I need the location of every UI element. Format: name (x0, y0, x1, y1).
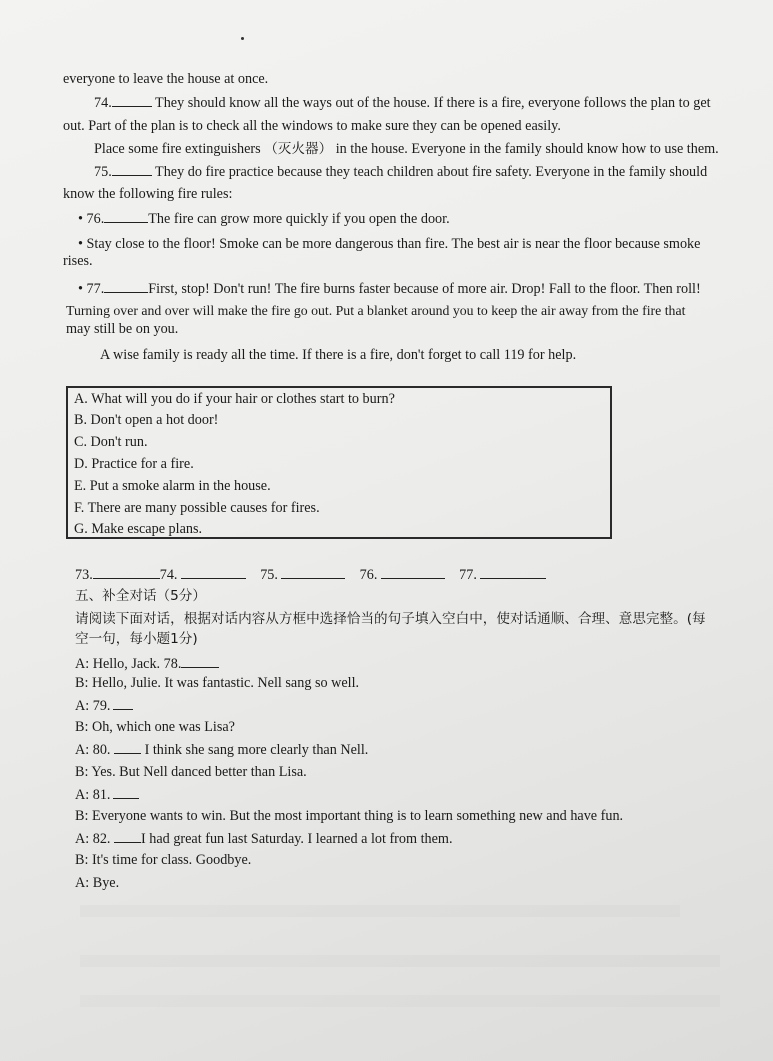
answer-blank[interactable] (112, 162, 152, 176)
answer-blank-74[interactable] (181, 565, 246, 579)
bleed-through (80, 995, 720, 1007)
dialogue-line-80 (75, 740, 368, 759)
option-e: E. Put a smoke alarm in the house. (74, 478, 271, 494)
section-instruction: 空一句，每小题1分) (75, 631, 198, 647)
bullet: • (78, 236, 83, 252)
question-number: 77. (86, 281, 105, 297)
bleed-through (80, 955, 720, 967)
answer-label: 76. (359, 567, 378, 583)
dialogue-line-82 (75, 829, 453, 848)
chinese-gloss: （灭火器） (264, 141, 333, 157)
question-76 (78, 209, 450, 228)
dialogue-line-81 (75, 785, 139, 804)
passage-text: in the house. Everyone in the family should know how to use them. (332, 141, 719, 157)
answer-blank-75[interactable] (281, 565, 345, 579)
question-74 (94, 93, 711, 112)
passage-text: Place some fire extinguishers (94, 141, 265, 157)
option-a: A. What will you do if your hair or clothes start to burn? (74, 391, 395, 407)
closing-line: A wise family is ready all the time. If there is a fire, don't forget to call 119 for help. (100, 347, 577, 363)
answer-line (75, 565, 546, 584)
section-instruction: 请阅读下面对话，根据对话内容从方框中选择恰当的句子填入空白中，使对话通顺、合理、意思完整。(每 (75, 611, 706, 627)
dialogue-line: B: Everyone wants to win. But the most important thing is to learn something new and have fun. (75, 808, 624, 824)
options-box (66, 386, 612, 539)
dialogue-text: A: 80. (75, 742, 115, 758)
question-number: 76. (86, 211, 105, 227)
rule-text: Stay close to the floor! Smoke can be more dangerous than fire. The best air is near the floor because smoke (86, 236, 701, 252)
ink-dot (241, 37, 244, 40)
bleed-through (80, 905, 680, 917)
answer-blank[interactable] (113, 696, 133, 710)
extinguisher-line (94, 140, 719, 158)
question-77 (78, 279, 701, 298)
passage-line: know the following fire rules: (63, 186, 233, 202)
option-c: C. Don't run. (74, 434, 148, 450)
option-d: D. Practice for a fire. (74, 456, 194, 472)
answer-blank-73[interactable] (93, 565, 160, 579)
dialogue-text: A: Hello, Jack. 78. (75, 656, 182, 672)
passage-line: everyone to leave the house at once. (63, 71, 269, 87)
bullet: • (78, 281, 83, 297)
answer-blank[interactable] (181, 654, 219, 668)
option-b: B. Don't open a hot door! (74, 412, 219, 428)
dialogue-text: I think she sang more clearly than Nell. (141, 742, 369, 758)
option-g: G. Make escape plans. (74, 521, 203, 537)
question-text: They should know all the ways out of the house. If there is a fire, everyone follows the plan to get (151, 95, 711, 111)
question-75 (94, 162, 707, 181)
answer-blank[interactable] (114, 829, 141, 843)
dialogue-text: A: 82. (75, 831, 115, 847)
question-text: First, stop! Don't run! The fire burns faster because of more air. Drop! Fall to the floor. Then roll! (148, 281, 701, 297)
passage-line: rises. (63, 253, 93, 269)
question-text: The fire can grow more quickly if you open the door. (148, 211, 450, 227)
dialogue-text: I had great fun last Saturday. I learned a lot from them. (141, 831, 453, 847)
answer-label: 77. (459, 567, 477, 583)
answer-blank-77[interactable] (480, 565, 546, 579)
dialogue-line-78 (75, 654, 219, 673)
answer-label: 75. (260, 567, 278, 583)
section-heading: 五、补全对话（5分） (75, 588, 206, 604)
rule-stay-low (78, 235, 700, 253)
question-number: 74. (94, 95, 112, 111)
answer-blank[interactable] (112, 93, 152, 107)
dialogue-line: B: It's time for class. Goodbye. (75, 852, 252, 868)
question-text: They do fire practice because they teach children about fire safety. Everyone in the family should (151, 164, 708, 180)
answer-label: 73. (75, 567, 93, 583)
dialogue-line: B: Oh, which one was Lisa? (75, 719, 235, 735)
passage-line: may still be on you. (66, 321, 179, 337)
dialogue-line-79 (75, 696, 133, 715)
dialogue-line: B: Yes. But Nell danced better than Lisa. (75, 764, 307, 780)
dialogue-text: A: 79. (75, 698, 111, 714)
answer-label: 74. (159, 567, 178, 583)
dialogue-line: B: Hello, Julie. It was fantastic. Nell sang so well. (75, 675, 360, 691)
dialogue-text: A: 81. (75, 787, 111, 803)
answer-blank[interactable] (104, 209, 148, 223)
passage-line: Turning over and over will make the fire go out. Put a blanket around you to keep the air away from the fire that (66, 303, 686, 318)
bullet: • (78, 211, 83, 227)
answer-blank-76[interactable] (381, 565, 445, 579)
answer-blank[interactable] (104, 279, 148, 293)
passage-line: out. Part of the plan is to check all the windows to make sure they can be opened easily. (63, 118, 561, 134)
dialogue-line: A: Bye. (75, 875, 120, 891)
question-number: 75. (94, 164, 112, 180)
answer-blank[interactable] (114, 740, 141, 754)
answer-blank[interactable] (113, 785, 139, 799)
option-f: F. There are many possible causes for fires. (74, 500, 320, 516)
